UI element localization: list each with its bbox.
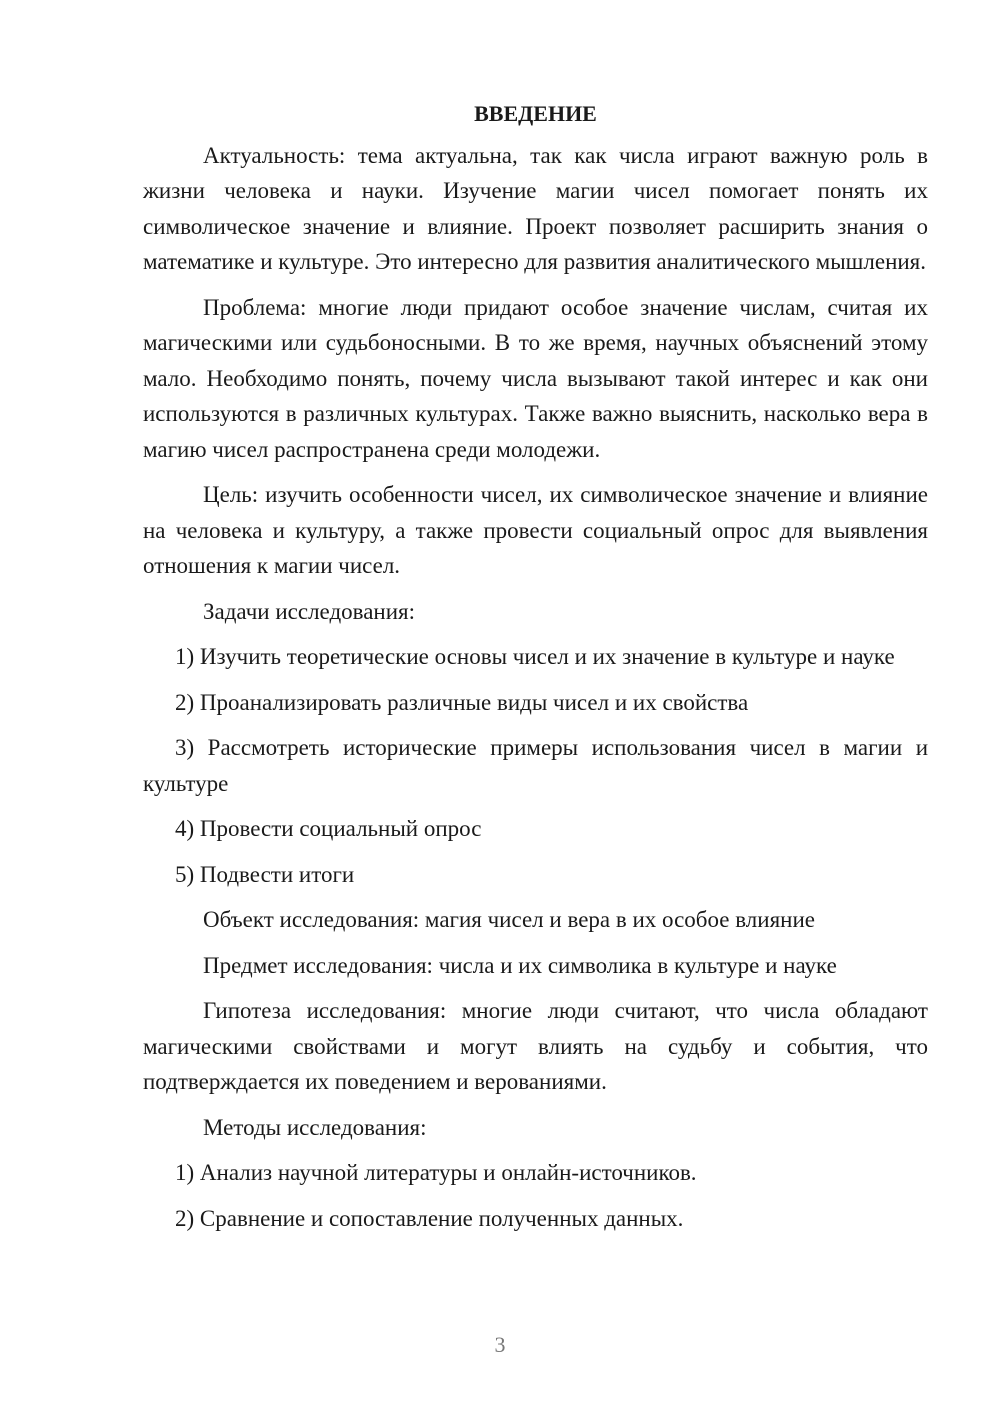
tasks-heading: Задачи исследования: — [203, 598, 416, 624]
task-item-1: 1) Изучить теоретические основы чисел и их значение в культуре и науке — [175, 644, 895, 669]
page-number: 3 — [494, 1332, 506, 1357]
hypothesis-paragraph: Гипотеза исследования: многие люди считают, что числа обладают магическими свойствами и могут влиять на судьбу и события, что подтверждается их поведением и верованиями. — [143, 998, 928, 1094]
method-item-1: 1) Анализ научной литературы и онлайн-источников. — [175, 1160, 697, 1185]
methods-heading: Методы исследования: — [203, 1114, 427, 1140]
task-item-5: 5) Подвести итоги — [175, 861, 355, 887]
task-item-4: 4) Провести социальный опрос — [175, 816, 482, 841]
section-title: ВВЕДЕНИЕ — [474, 101, 597, 126]
goal-paragraph: Цель: изучить особенности чисел, их символическое значение и влияние на человека и культуру, а также провести социальный опрос для выявления отношения к магии чисел. — [143, 482, 928, 578]
document-body — [143, 96, 928, 1246]
subject-line: Предмет исследования: числа и их символика в культуре и науке — [203, 952, 837, 978]
problem-paragraph: Проблема: многие люди придают особое значение числам, считая их магическими или судьбоносными. В то же время, научных объяснений этому мало. Необходимо понять, почему числа вызывают такой интерес и как они используются в различных культурах. Также важно выяснить, насколько вера в магию чисел распространена среди молодежи. — [143, 294, 928, 462]
relevance-paragraph: Актуальность: тема актуальна, так как числа играют важную роль в жизни человека и науки. Изучение магии чисел помогает понять их символическое значение и влияние. Проект позволяет расширить знания о математике и культуре. Это интересно для развития аналитического мышления. — [143, 142, 928, 274]
method-item-2: 2) Сравнение и сопоставление полученных данных. — [175, 1205, 684, 1231]
task-item-3: 3) Рассмотреть исторические примеры использования чисел в магии и культуре — [143, 735, 928, 796]
task-item-2: 2) Проанализировать различные виды чисел и их свойства — [175, 689, 749, 715]
object-line: Объект исследования: магия чисел и вера в их особое влияние — [203, 907, 815, 932]
